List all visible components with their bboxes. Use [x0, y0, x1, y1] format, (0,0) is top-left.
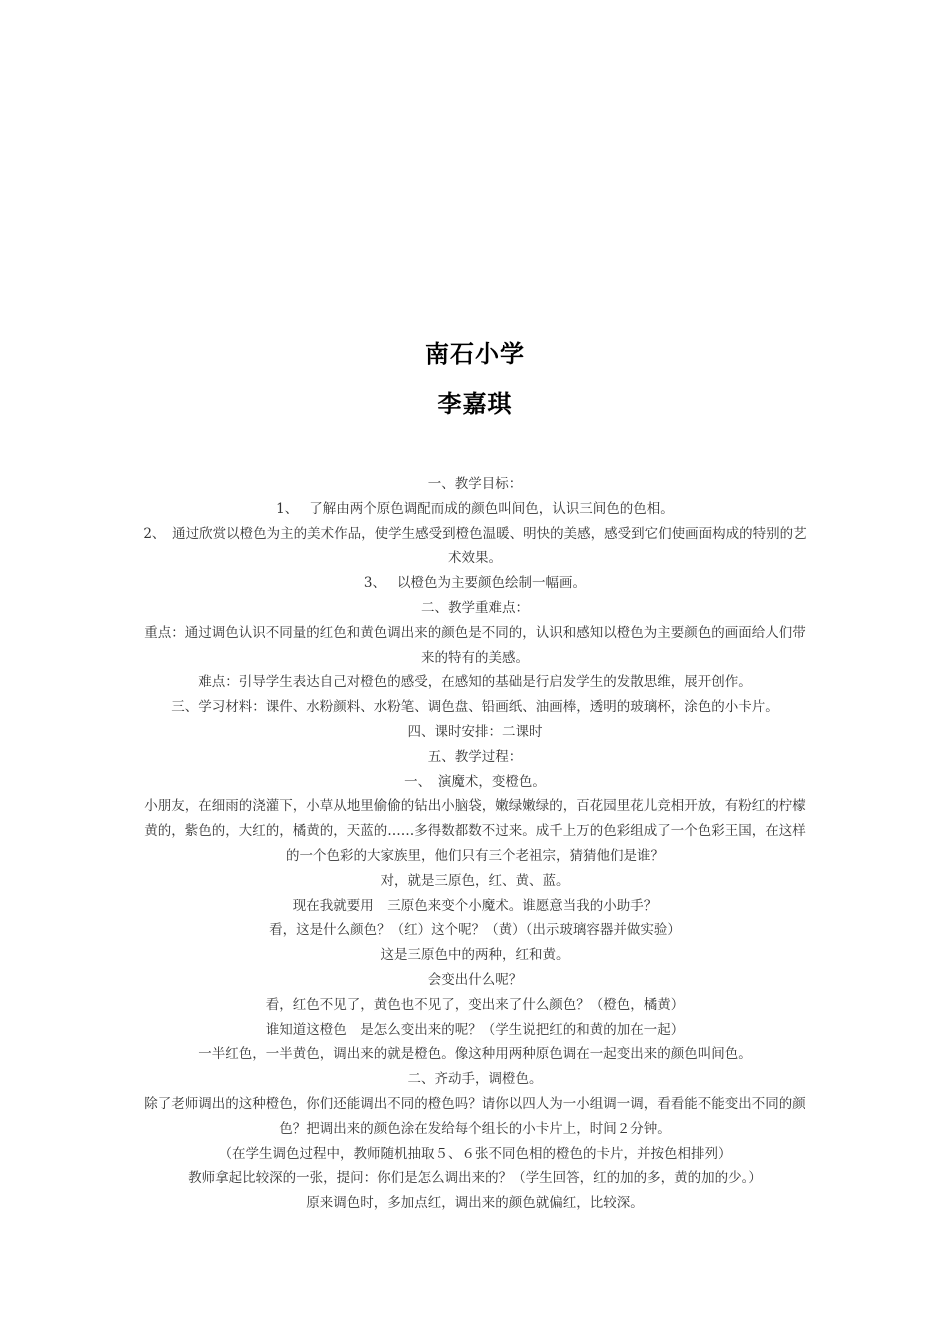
school-name: 南石小学: [425, 340, 525, 368]
difficulty-point: 难点：引导学生表达自己对橙色的感受，在感知的基础是行启发学生的发散思维，展开创作。: [198, 674, 752, 691]
objective-item: 3、 以橙色为主要颜色绘制一幅画。: [363, 575, 587, 592]
paragraph: 看，红色不见了，黄色也不见了，变出来了什么颜色？（橙色，橘黄）: [265, 996, 685, 1013]
paragraph: 原来调色时，多加点红，调出来的颜色就偏红，比较深。: [306, 1195, 644, 1212]
key-point: 重点：通过调色认识不同量的红色和黄色调出来的颜色是不同的，认识和感知以橙色为主要颜色的画面给人们带来的特有的美感。: [144, 624, 806, 666]
paragraph: 会变出什么呢？: [427, 971, 523, 988]
section-heading: 五、教学过程：: [427, 748, 523, 765]
objective-item: 1、 了解由两个原色调配而成的颜色叫间色，认识三间色的色相。: [276, 500, 674, 517]
paragraph: 现在我就要用 三原色来变个小魔术。谁愿意当我的小助手？: [292, 897, 658, 914]
lesson-plan-body: [140, 472, 810, 1216]
section-heading: 一、教学目标：: [427, 476, 523, 492]
paragraph: 除了老师调出的这种橙色，你们还能调出不同的橙色吗？请你以四人为一小组调一调，看看能不能变出不同的颜色？把调出来的颜色涂在发给每个组长的小卡片上，时间２分钟。: [144, 1095, 806, 1137]
step-heading: 一、 演魔术，变橙色。: [404, 773, 546, 790]
paragraph: 这是三原色中的两种，红和黄。: [380, 947, 570, 964]
paragraph: 对，就是三原色，红、黄、蓝。: [380, 872, 570, 889]
section-heading: 二、教学重难点：: [421, 599, 529, 616]
paragraph: 一半红色，一半黄色，调出来的就是橙色。像这种用两种原色调在一起变出来的颜色叫间色。: [198, 1046, 752, 1063]
paragraph: 小朋友，在细雨的浇灌下，小草从地里偷偷的钻出小脑袋，嫩绿嫩绿的，百花园里花儿竞相开放，有粉红的柠檬黄的，紫色的，大红的，橘黄的，天蓝的……多得数都数不过来。成千上万的色彩组成了一个色彩王国，在这样的一个色彩的大家族里，他们只有三个老祖宗，猜猜他们是谁？: [144, 798, 806, 864]
paragraph: 看，这是什么颜色？（红）这个呢？（黄）（出示玻璃容器并做实验）: [269, 922, 681, 939]
step-heading: 二、齐动手，调橙色。: [407, 1071, 543, 1088]
paragraph: 教师拿起比较深的一张，提问：你们是怎么调出来的？（学生回答，红的加的多，黄的加的少。）: [188, 1170, 762, 1187]
materials-line: 三、学习材料：课件、水粉颜料、水粉笔、调色盘、铅画纸、油画棒，透明的玻璃杯，涂色的小卡片。: [171, 699, 779, 716]
paragraph: （在学生调色过程中，教师随机抽取５、６张不同色相的橙色的卡片，并按色相排列）: [218, 1145, 732, 1162]
schedule-line: 四、课时安排：二课时: [407, 723, 543, 740]
paragraph: 谁知道这橙色 是怎么变出来的呢？（学生说把红的和黄的加在一起）: [265, 1021, 685, 1038]
objective-item: 2、 通过欣赏以橙色为主的美术作品，使学生感受到橙色温暖、明快的美感，感受到它们使画面构成的特别的艺术效果。: [143, 525, 807, 567]
author-name: 李嘉琪: [437, 390, 513, 418]
